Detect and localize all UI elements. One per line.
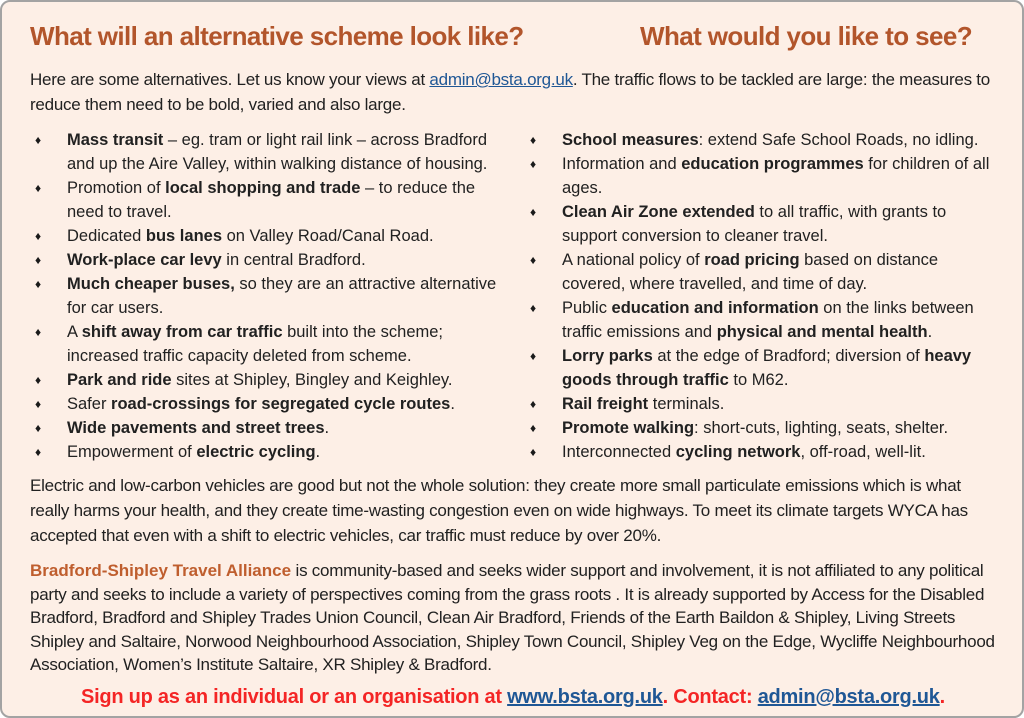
- bullet-item: [525, 296, 996, 344]
- text-run: built into the scheme; increased traffic capacity deleted from scheme.: [67, 323, 444, 365]
- bullet-item: [525, 344, 996, 392]
- text-run: Sign up as an individual or an organisation at: [81, 685, 508, 708]
- bullet-item: [525, 392, 996, 416]
- headline-left: What will an alternative scheme look like?: [30, 21, 524, 51]
- text-run: . Contact:: [662, 685, 758, 708]
- text-run: heavy goods through traffic: [562, 347, 972, 389]
- text-run: School measures: [562, 131, 699, 149]
- text-run: bus lanes: [145, 227, 223, 245]
- diamond-bullet-icon: ♦: [530, 421, 537, 435]
- diamond-bullet-icon: ♦: [35, 421, 42, 435]
- text-run: A: [67, 323, 82, 341]
- text-run: Promote walking: [562, 419, 695, 437]
- bullet-list-right: [525, 128, 996, 464]
- text-run: Information and: [562, 155, 682, 173]
- text-run: to M62.: [728, 371, 789, 389]
- text-run: is community-based and seeks wider support and involvement, it is not affiliated to any political party and seeks to include a variety of perspectives coming from the grass roots . It is already supported by Access for the Disabled Bradford, Bradford and Shipley Trades Union Council, Clean Air Bradford, Friends of the Earth Baildon & Shipley, Living Streets Shipley and Saltaire, Norwood Neighbourhood Association, Shipley Town Council, Shipley Veg on the Edge, Wycliffe Neighbourhood Association, Women’s Institute Saltaire, XR Shipley & Bradford.: [30, 561, 995, 674]
- bullet-item: [30, 320, 501, 368]
- diamond-bullet-icon: ♦: [35, 373, 42, 387]
- text-run: road-crossings for segregated cycle routes: [111, 395, 451, 413]
- text-run: Much cheaper buses,: [67, 275, 235, 293]
- diamond-bullet-icon: ♦: [530, 205, 537, 219]
- diamond-bullet-icon: ♦: [35, 181, 42, 195]
- text-run: .: [939, 685, 945, 708]
- diamond-bullet-icon: ♦: [530, 349, 537, 363]
- bullet-item: [30, 248, 501, 272]
- text-run: shift away from car traffic: [81, 323, 283, 341]
- text-run: on Valley Road/Canal Road.: [222, 227, 434, 245]
- intro-paragraph: [30, 67, 996, 117]
- diamond-bullet-icon: ♦: [35, 397, 42, 411]
- text-run: physical and mental health: [716, 323, 928, 341]
- text-run: Safer: [67, 395, 112, 413]
- text-run: .: [927, 323, 933, 341]
- diamond-bullet-icon: ♦: [35, 325, 42, 339]
- text-run: terminals.: [648, 395, 725, 413]
- bullet-item: [525, 248, 996, 296]
- text-run: Work-place car levy: [67, 251, 222, 269]
- bullet-item: [30, 128, 501, 176]
- text-run: Here are some alternatives. Let us know your views at: [30, 70, 430, 89]
- text-run: so they are an attractive alternative for car users.: [67, 275, 497, 317]
- text-run: in central Bradford.: [221, 251, 366, 269]
- alliance-name: Bradford-Shipley Travel Alliance: [30, 561, 292, 580]
- headline-row: [30, 14, 996, 52]
- text-run: A national policy of: [562, 251, 705, 269]
- diamond-bullet-icon: ♦: [530, 397, 537, 411]
- text-run: : extend Safe School Roads, no idling.: [698, 131, 979, 149]
- diamond-bullet-icon: ♦: [530, 157, 537, 171]
- text-run: based on distance covered, where travelled, and time of day.: [562, 251, 939, 293]
- text-run: education programmes: [681, 155, 864, 173]
- text-run: Mass transit: [67, 131, 164, 149]
- diamond-bullet-icon: ♦: [530, 133, 537, 147]
- text-run: : short-cuts, lighting, seats, shelter.: [694, 419, 949, 437]
- text-run: road pricing: [704, 251, 800, 269]
- bullet-item: [525, 152, 996, 200]
- bullet-columns: [30, 128, 996, 464]
- text-run: Clean Air Zone extended: [562, 203, 755, 221]
- electric-vehicles-paragraph: Electric and low-carbon vehicles are good but not the whole solution: they create more small particulate emissions which is what really harms your health, and they create time-wasting congestion even on wide highways. To meet its climate targets WYCA has accepted that even with a shift to electric vehicles, car traffic must reduce by over 20%.: [30, 476, 968, 545]
- bullet-item: [525, 128, 996, 152]
- text-run: sites at Shipley, Bingley and Keighley.: [171, 371, 453, 389]
- text-run: .: [324, 419, 330, 437]
- diamond-bullet-icon: ♦: [530, 253, 537, 267]
- text-run: Lorry parks: [562, 347, 653, 365]
- text-run: Dedicated: [67, 227, 146, 245]
- bullet-item: [30, 176, 501, 224]
- intro-email-link[interactable]: admin@bsta.org.uk: [429, 70, 573, 89]
- bullet-item: [30, 416, 501, 440]
- text-run: Promotion of: [67, 179, 166, 197]
- diamond-bullet-icon: ♦: [35, 133, 42, 147]
- text-run: Interconnected: [562, 443, 676, 461]
- text-run: – to reduce the need to travel.: [67, 179, 476, 221]
- bullet-item: [525, 440, 996, 464]
- website-link[interactable]: www.bsta.org.uk: [507, 685, 663, 708]
- diamond-bullet-icon: ♦: [35, 445, 42, 459]
- text-run: Rail freight: [562, 395, 649, 413]
- text-run: at the edge of Bradford; diversion of: [652, 347, 925, 365]
- signup-line: [30, 686, 996, 709]
- diamond-bullet-icon: ♦: [35, 253, 42, 267]
- text-run: for children of all ages.: [562, 155, 990, 197]
- text-run: on the links between traffic emissions and: [562, 299, 974, 341]
- text-run: Public: [562, 299, 612, 317]
- bullet-item: [525, 416, 996, 440]
- text-run: Wide pavements and street trees: [67, 419, 325, 437]
- bullet-item: [30, 368, 501, 392]
- text-run: .: [315, 443, 321, 461]
- text-run: local shopping and trade: [165, 179, 361, 197]
- diamond-bullet-icon: ♦: [35, 229, 42, 243]
- text-run: . The traffic flows to be tackled are large: the measures to reduce them need to be bold, varied and also large.: [30, 70, 990, 114]
- alliance-paragraph: [30, 559, 996, 677]
- text-run: .: [450, 395, 455, 413]
- text-run: – eg. tram or light rail link – across Bradford and up the Aire Valley, within walking distance of housing.: [67, 131, 488, 173]
- headline-right: What would you like to see?: [640, 21, 972, 51]
- bullet-item: [30, 224, 501, 248]
- diamond-bullet-icon: ♦: [530, 301, 537, 315]
- signup-email-link[interactable]: admin@bsta.org.uk: [757, 685, 940, 708]
- bullet-item: [30, 272, 501, 320]
- text-run: electric cycling: [196, 443, 316, 461]
- text-run: education and information: [611, 299, 819, 317]
- bullet-item: [30, 440, 501, 464]
- diamond-bullet-icon: ♦: [530, 445, 537, 459]
- text-run: Empowerment of: [67, 443, 197, 461]
- bullet-item: [30, 392, 501, 416]
- text-run: cycling network: [675, 443, 801, 461]
- text-run: to all traffic, with grants to support conversion to cleaner travel.: [562, 203, 947, 245]
- text-run: Park and ride: [67, 371, 172, 389]
- text-run: , off-road, well-lit.: [800, 443, 926, 461]
- bullet-list-left: [30, 128, 501, 464]
- diamond-bullet-icon: ♦: [35, 277, 42, 291]
- bullet-item: [525, 200, 996, 248]
